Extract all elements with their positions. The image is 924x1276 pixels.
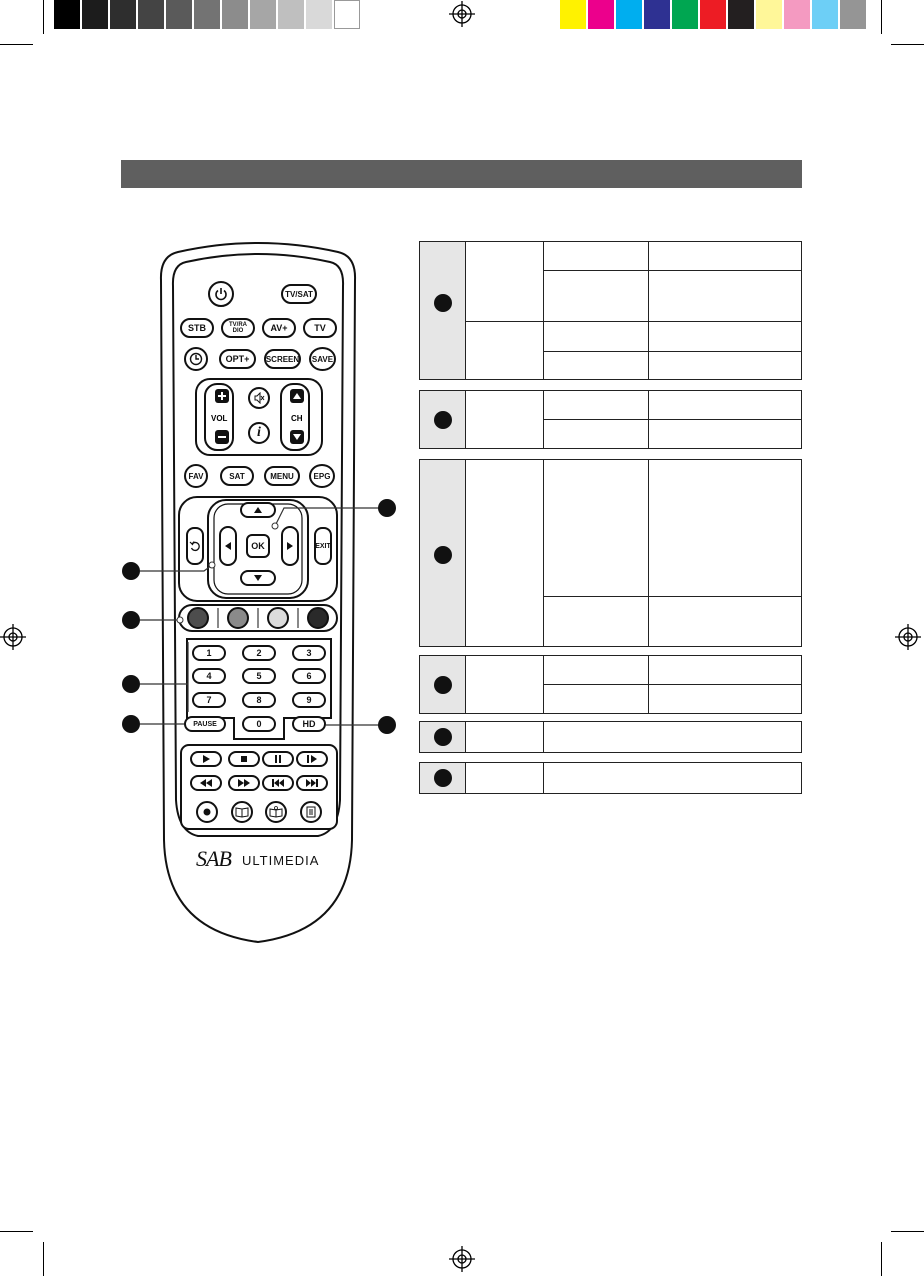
table-cell xyxy=(648,596,802,647)
number-label: 3 xyxy=(306,648,312,658)
table-cell xyxy=(648,321,802,352)
table-bullet xyxy=(434,411,452,429)
save-label: SAVE xyxy=(311,354,334,364)
table-cell xyxy=(648,655,802,685)
table-cell xyxy=(543,762,802,794)
opt-plus-label: OPT+ xyxy=(225,354,250,364)
table-cell xyxy=(543,351,649,380)
table-cell xyxy=(648,684,802,714)
table-cell xyxy=(543,655,649,685)
table-bullet xyxy=(434,546,452,564)
table-cell xyxy=(465,459,544,647)
number-label: 7 xyxy=(206,695,212,705)
epg-label: EPG xyxy=(313,471,331,481)
table-cell xyxy=(465,762,544,794)
number-label: 2 xyxy=(256,648,262,658)
table-cell xyxy=(648,270,802,322)
table-cell xyxy=(465,655,544,714)
callout-bullet xyxy=(122,715,140,733)
table-cell xyxy=(465,390,544,449)
menu-label: MENU xyxy=(270,471,294,481)
table-cell xyxy=(465,241,544,322)
table-cell xyxy=(543,241,649,271)
ch-label: CH xyxy=(291,414,303,423)
table-bullet xyxy=(434,676,452,694)
callout-bullet xyxy=(122,611,140,629)
callout-bullet xyxy=(378,716,396,734)
hd-label: HD xyxy=(302,719,316,729)
vol-label: VOL xyxy=(211,414,228,423)
fav-label: FAV xyxy=(188,471,204,481)
table-cell xyxy=(543,390,649,420)
av-plus-label: AV+ xyxy=(270,323,288,333)
ok-label: OK xyxy=(251,541,265,551)
table-cell xyxy=(543,270,649,322)
callout-bullet xyxy=(122,675,140,693)
table-bullet xyxy=(434,728,452,746)
pause-label: PAUSE xyxy=(193,720,217,728)
table-cell xyxy=(543,721,802,753)
number-label: 9 xyxy=(306,695,312,705)
number-label: 5 xyxy=(256,671,262,681)
number-label: 0 xyxy=(256,719,262,729)
table-cell xyxy=(543,684,649,714)
table-cell xyxy=(648,241,802,271)
table-cell xyxy=(648,419,802,449)
callout-bullet xyxy=(378,499,396,517)
number-label: 6 xyxy=(306,671,312,681)
info-label: i xyxy=(257,425,261,440)
callout-bullet xyxy=(122,562,140,580)
number-label: 4 xyxy=(206,671,212,681)
table-cell xyxy=(648,351,802,380)
tv-radio-label: TV/RADIO xyxy=(229,322,247,334)
tv-label: TV xyxy=(314,323,326,333)
table-cell xyxy=(465,321,544,380)
table-bullet xyxy=(434,769,452,787)
table-bullet xyxy=(434,294,452,312)
table-cell xyxy=(648,390,802,420)
tv-sat-label: TV/SAT xyxy=(285,289,313,299)
number-label: 1 xyxy=(206,648,212,658)
exit-label: EXIT xyxy=(315,542,331,550)
brand-logo: SAB xyxy=(196,846,231,871)
table-cell xyxy=(648,459,802,597)
table-cell xyxy=(543,419,649,449)
number-label: 8 xyxy=(256,695,262,705)
stb-label: STB xyxy=(188,323,206,333)
table-cell xyxy=(543,321,649,352)
table-cell xyxy=(543,459,649,597)
brand-text: ULTIMEDIA xyxy=(242,853,320,868)
table-cell xyxy=(465,721,544,753)
screen-label: SCREEN xyxy=(265,354,300,364)
table-cell xyxy=(543,596,649,647)
sat-label: SAT xyxy=(229,471,245,481)
